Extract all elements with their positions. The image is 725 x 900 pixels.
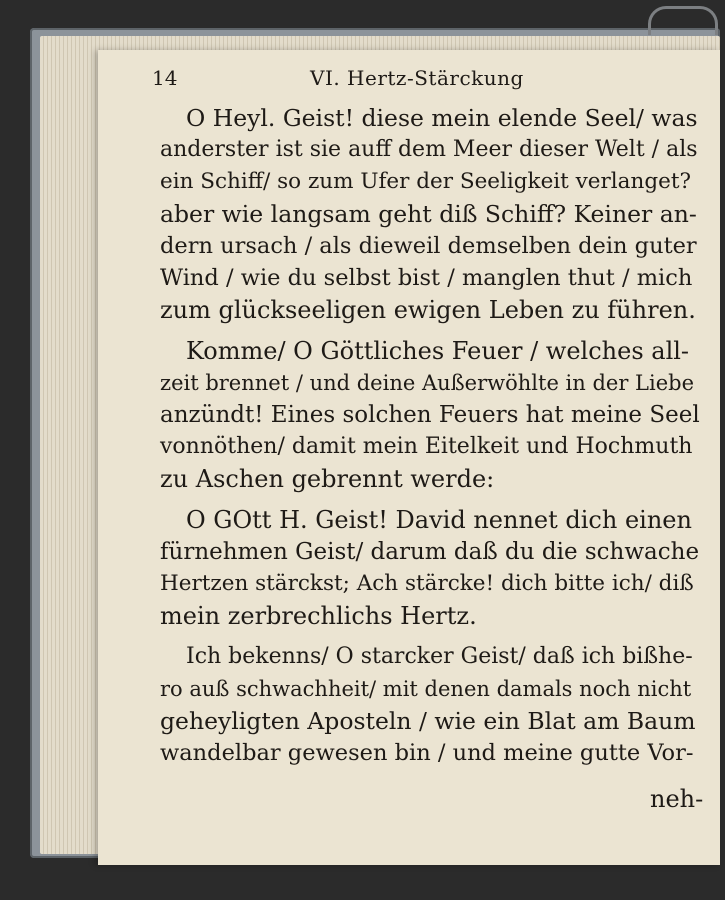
paragraph [160,335,700,495]
text-line: ein Schiff/ so zum Ufer der Seeligkeit verlanget? [160,169,691,194]
paragraph [160,504,700,632]
running-head [150,60,690,94]
text-line: zum glückseeligen ewigen Leben zu führen. [160,296,696,324]
running-title: VI. Hertz-Stärckung [310,66,524,90]
text-line: Wind / wie du selbst bist / manglen thut / mich [160,265,693,291]
text-line: geheyligten Aposteln / wie ein Blat am Baum [160,707,696,735]
text-line: ro auß schwachheit/ mit denen damals noch nicht [160,677,692,701]
text-line: Ich bekenns/ O starcker Geist/ daß ich bißhe- [186,644,693,669]
text-line: Hertzen stärckst; Ach stärcke! dich bitte ich/ diß [160,571,694,596]
text-line: dern ursach / als dieweil demselben dein guter [160,233,697,259]
text-line: aber wie langsam geht diß Schiff? Keiner an- [160,200,697,228]
text-line: vonnöthen/ damit mein Eitelkeit und Hochmuth [160,434,693,459]
paragraph [160,102,700,326]
page-number: 14 [152,66,178,90]
text-line: O GOtt H. Geist! David nennet dich einen [186,506,692,534]
text-line: anderster ist sie auff dem Meer dieser Welt / als [160,137,698,162]
body-text [160,102,700,778]
clasp-ring [648,6,718,35]
text-line: fürnehmen Geist/ darum daß du die schwache [160,539,700,565]
text-line: wandelbar gewesen bin / und meine gutte Vor- [160,740,694,766]
paragraph [160,641,700,769]
text-line: mein zerbrechlichs Hertz. [160,602,477,630]
text-line: Komme/ O Göttliches Feuer / welches all- [186,337,690,365]
catchword: neh- [650,785,704,813]
text-line: anzündt! Eines solchen Feuers hat meine Seel [160,402,700,428]
text-line: zeit brennet / und deine Außerwöhlte in der Liebe [160,371,695,395]
text-line: O Heyl. Geist! diese mein elende Seel/ was [186,104,698,132]
text-line: zu Aschen gebrennt werde: [160,465,495,493]
